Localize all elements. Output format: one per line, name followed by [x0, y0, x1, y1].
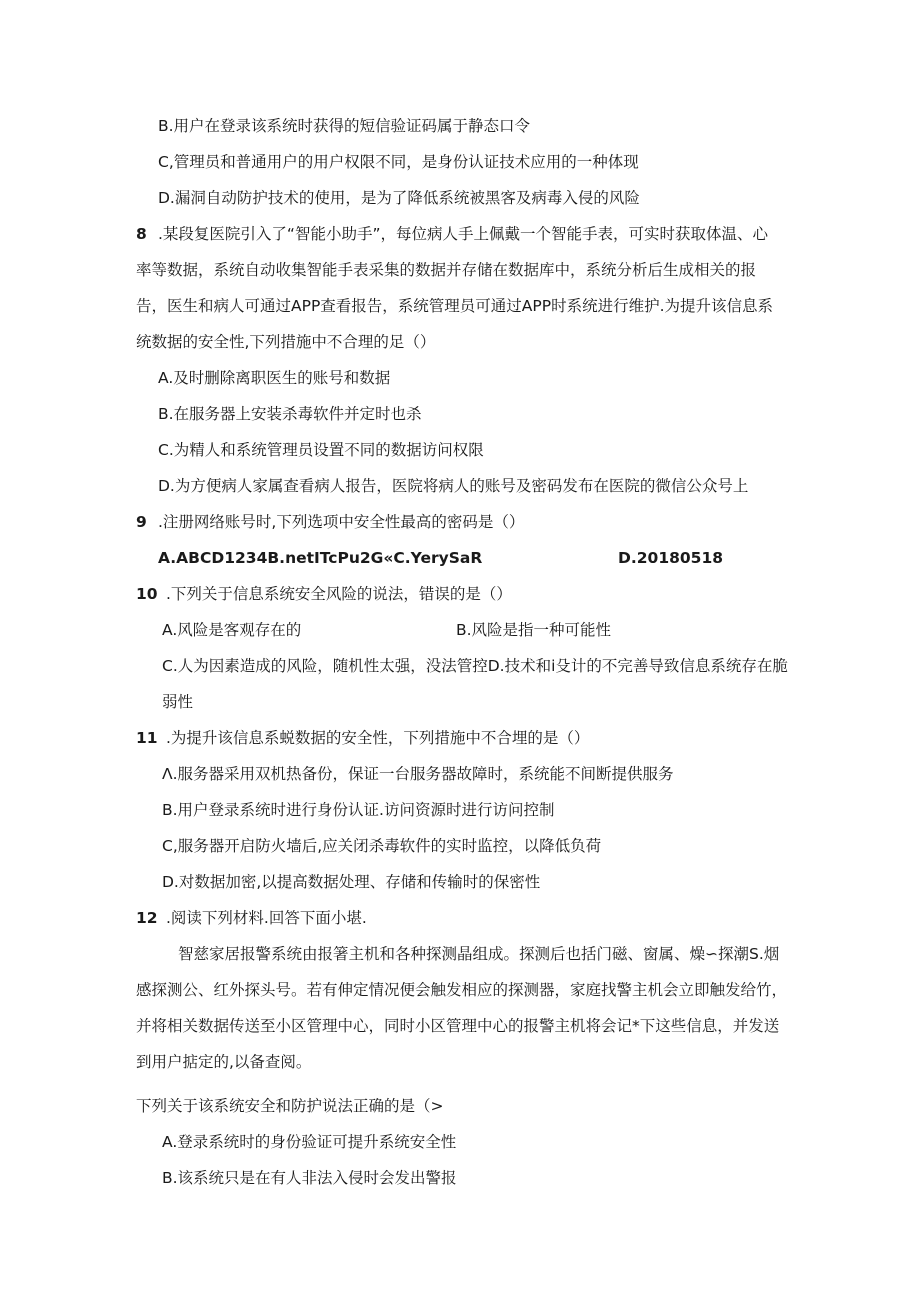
- q9-options-abc: A.ABCD1234B.netITcPu2G«C.YerySaR: [158, 549, 483, 567]
- q8-option-d: D.为方便病人家属查看病人报告，医院将病人的账号及密码发布在医院的微信公众号上: [158, 477, 749, 495]
- q12-question: 下列关于该系统安全和防护说法正确的是（>: [136, 1097, 444, 1115]
- q12-stem: [136, 908, 367, 928]
- q11-option-b: B.用户登录系统时进行身份认证.访问资源时进行访问控制: [162, 801, 555, 819]
- q9-stem: [136, 512, 524, 532]
- q8-stem-line-3: 告，医生和病人可通过APP查看报告，系统管理员可通过APP时系统进行维护.为提升该信息系: [136, 297, 774, 315]
- q10-number: 10: [136, 585, 158, 603]
- q12-passage-line-1: 智慈家居报警系统由报箸主机和各种探测晶组成。探测后也括门磁、窗属、燥∽探潮S.烟: [178, 945, 780, 963]
- q12-passage-line-4: 到用户掂定的,以备查阅。: [136, 1053, 312, 1071]
- q10-stem: [136, 584, 512, 604]
- q12-option-a: A.登录系统时的身份验证可提升系统安全性: [162, 1133, 457, 1151]
- q9-stem-text: .注册网络账号时,下列选项中安全性最高的密码是（）: [158, 513, 525, 531]
- q7-option-d: D.漏洞自动防护技术的使用，是为了降低系统被黑客及病毒入侵的风险: [158, 189, 640, 207]
- q11-number: 11: [136, 729, 158, 747]
- q10-option-cd: C.人为因素造成的风险，随机性太强，没法管控D.技术和i殳计的不完善导致信息系统存在脆: [162, 657, 788, 675]
- q10-option-b: B.风险是指一种可能性: [456, 621, 612, 639]
- q11-stem-text: .为提升该信息系蜕数据的安全性，下列措施中不合埋的是（）: [166, 729, 590, 747]
- q7-option-c: C,管理员和普通用户的用户权限不同，是身份认证技术应用的一种体现: [158, 153, 639, 171]
- q12-option-b: B.该系统只是在有人非法入侵时会发出警报: [162, 1169, 457, 1187]
- q7-option-b: B.用户在登录该系统时获得的短信验证码属于静态口令: [158, 117, 531, 135]
- q9-number: 9: [136, 513, 147, 531]
- q10-stem-text: .下列关于信息系统安全风险的说法，错误的是（）: [166, 585, 512, 603]
- q8-option-c: C.为精人和系统管理员设置不同的数据访问权限: [158, 441, 484, 459]
- q8-stem-text: .某段复医院引入了“智能小助手”，每位病人手上佩戴一个智能手表，可实时获取体温、心: [158, 225, 768, 243]
- q12-passage-line-3: 并将相关数据传送至小区管理中心，同时小区管理中心的报警主机将会记*下这些信息，并发送: [136, 1017, 780, 1035]
- q8-option-b: B.在服务器上安装杀毒软件并定时也杀: [158, 405, 422, 423]
- q11-stem: [136, 728, 589, 748]
- q11-option-a: Λ.服务器采用双机热备份，保证一台服务器故障时，系统能不间断提供服务: [162, 765, 674, 783]
- q12-number: 12: [136, 909, 158, 927]
- q8-stem-line-4: 统数据的安全性,下列措施中不合理的足（）: [136, 333, 436, 351]
- q12-passage-line-2: 感探测公、红外探头号。若有伸定情况便会触发相应的探测器，家庭找警主机会立即触发给竹，: [136, 981, 788, 999]
- q8-stem-line-2: 率等数据，系统自动收集智能手表采集的数据并存储在数据库中，系统分析后生成相关的报: [136, 261, 757, 279]
- q12-stem-text: .阅读下列材料.回答下面小堪.: [166, 909, 367, 927]
- q8-stem-line-1: [136, 224, 768, 244]
- q8-number: 8: [136, 225, 147, 243]
- q8-option-a: A.及时删除离职医生的账号和数据: [158, 369, 391, 387]
- q11-option-c: C,服务器开启防火墙后,应关闭杀毒软件的实时监控，以降低负荷: [162, 837, 602, 855]
- q9-option-d: D.20180518: [618, 549, 724, 567]
- q11-option-d: D.对数据加密,以提高数据处理、存储和传输时的保密性: [162, 873, 541, 891]
- q10-option-a: A.风险是客观存在的: [162, 621, 302, 639]
- q10-option-cd-continued: 弱性: [162, 693, 194, 711]
